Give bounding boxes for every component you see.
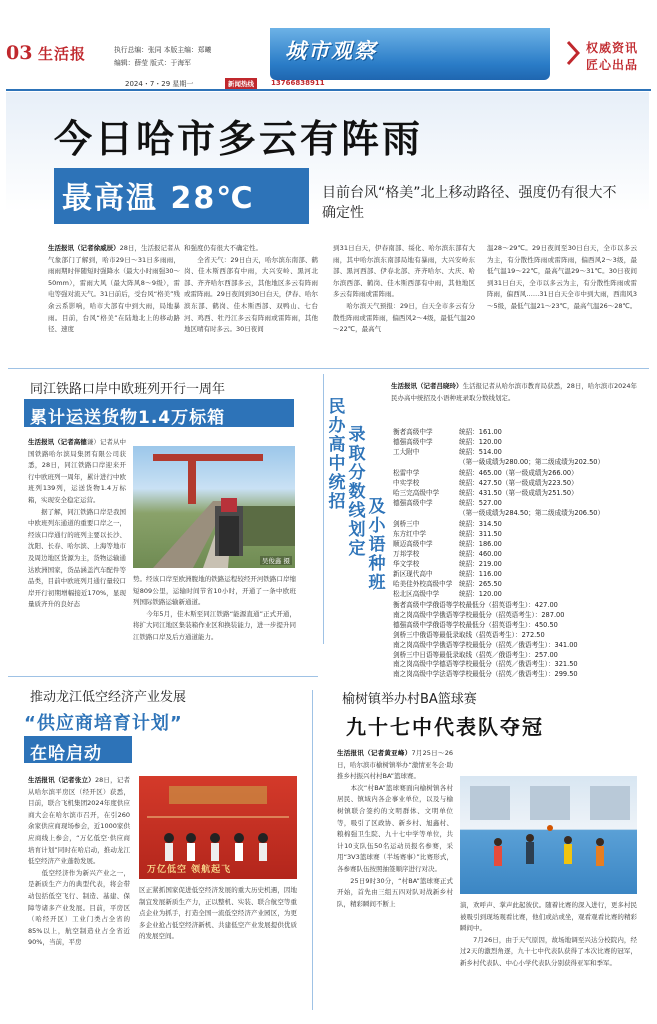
list-item: （第一級成绩为280.00；第二级成绩为202.50）: [459, 458, 605, 466]
list-item: 东方红中学 统招：311.50: [393, 530, 502, 538]
aviation-body-col-1: [28, 775, 130, 1007]
school-title-col-2: 录取分数线划定: [348, 425, 366, 559]
issue-date: 2024・7・29 星期一: [125, 80, 194, 88]
slogan-line-1: 权威资讯: [586, 41, 639, 55]
list-item: 南之岗高级中学俄语等学校最低分（招英／俄语考生）：341.00: [393, 641, 578, 649]
rail-body-col-1-text: 谦）记者从中国铁路哈尔滨局集团有限公司获悉，28日，同江铁路口岸迎来开行中欧班列一周年，累计进行中欧班列139列，运送货物1.4万标箱，实现安全稳定运营。 据了解，同江铁路口岸是我国中欧班列东通道的重要口岸之一，经该口岸通行的班列主要以长沙、沈阳、长春、哈尔滨、上海等地市及周边地区货源为主，货物运输通达欧洲国家，货品涵盖汽车配件等品类，目前中欧班列月通行量较口岸开行初期增幅接近170%，显现量质齐升的良好态: [28, 438, 126, 609]
list-item: 南之岗高级中学俄语等学校最低分（招英语考生）：287.00: [393, 611, 565, 619]
list-item: 松雷中学 统招：465.00（第一级成绩为266.00）: [393, 469, 578, 477]
lead-body-col-3: 到31日白天，伊春南部、绥化、哈尔滨东部有大雨，其中哈尔滨东南部局地有暴雨，大兴安岭东部、黑河西部、伊春北部、齐齐哈尔、大庆、哈尔滨西部、鹤岗、佳木斯西部有中雨，其他地区多云有阵雨或雷阵雨。 哈尔滨天气预报：29日，白天全市多云有分散性阵雨或雷阵雨，偏西风2～4级，最低气温20～22℃，最高气: [333, 244, 475, 334]
list-item: 万邦学校 统招：460.00: [393, 550, 502, 558]
aviation-body-col-2: 区正紧抓国家促进低空经济发展的重大历史机遇，因地制宜发展新质生产力，正以整机、实装、联合航空等重点企业为抓手，打造全国一流低空经济产业园区，为更多企业抢占低空经济新机、共建低空产业发展提供优质的发展空间。: [139, 886, 297, 941]
list-item: 松北区高级中学 统招：120.00: [393, 590, 502, 598]
paper-logo: 生活报: [38, 45, 87, 63]
section-divider-1: [8, 368, 649, 369]
list-item: 德强高级中学 统招：120.00: [393, 438, 502, 446]
aviation-photo: [139, 776, 297, 879]
temperature-banner: 最高温 28℃: [54, 168, 309, 224]
rail-byline: 生活报讯（记者高德: [28, 438, 87, 446]
slogan-line-2: 匠心出品: [586, 58, 639, 72]
school-byline: 生活报讯（记者吕晓玲）: [391, 382, 463, 390]
list-item: 中实学校 统招：427.50（第一级成绩为223.50）: [393, 479, 578, 487]
slogan-arrow-icon: [566, 38, 580, 68]
lead-body-col-1-text: 28日，生活报记者从气象部门了解到，哈市29日～31日多雨雨，雨雨期时伴随短时强降水（最大小时雨强30～50mm），雷雨大风（最大阵风8～9级），雷电等强对流天气。31日前后，受台风“格美”残余云系影响，哈市大部有中到大雨，局地暴雨。目前，台风“格美”在陆地北上的移动路径、速度: [48, 244, 180, 334]
aviation-body-col-1-text: 28日，记者从哈尔滨平房区（经开区）获悉，目前，联合飞机集团2024年度供应商大会在哈尔滨市召开，在引260余家供应商现场参会，近1000家供应商线上参会，“万亿低空·供应商培育计划”同时在哈启动，推动龙江低空经济产业蓬勃发展。 低空经济作为新兴产业之一，是新质生产力的典型代表，将会带动包括低空飞行、制造、基建、保障等诸多产业发展。目前，平房区（哈经开区）工业门类占全省的85%以上，航空制造业占全省近90%，当前，平房: [28, 776, 130, 947]
exec-editor-line: 执行总编：张同 本版主编：郑曦: [114, 46, 212, 54]
list-item: 华文学校 统招：219.00: [393, 560, 502, 568]
lead-byline: 生活报讯（记者徐威辰）: [48, 244, 120, 252]
aviation-byline: 生活报讯（记者张立）: [28, 776, 95, 784]
aviation-title-line-1: “供应商培育计划”: [24, 713, 183, 734]
column-divider-bottom: [312, 690, 313, 1010]
list-item: 衡者高级中学 统招：161.00: [393, 428, 502, 436]
list-item: 南之岗高级中学法语等学校最低分（招英／俄语考生）：299.50: [393, 670, 578, 678]
rail-body-col-2: 势。经该口岸至欧洲腹地的铁路运程较经开河铁路口岸缩短809公里，运输时间节省10小时，开通了一条中欧班列国际铁路运输新通道。 今年5月，佳木斯至同江铁路“能源直通”正式开通，将扩大同江地区集装箱作业区和换装能力，进一步提升同江铁路口岸及后方通道能力。: [133, 575, 296, 641]
school-intro: [391, 381, 637, 417]
column-divider: [323, 374, 324, 644]
aviation-kicker: 推动龙江低空经济产业发展: [30, 690, 187, 705]
basketball-body-col-1-text: 7月25日～26日，哈尔滨市榆树镇举办“激情亚冬会·助推乡村振兴村村BA”篮球赛。 本次“村BA”篮球赛面向榆树镇各村居民、镇域内各企事业单位，以及与榆树镇联合签约的文明群体、文明单位等，吸引了区政协、新乡村、旭鑫村、粮棉强卫生院、九十七中学等单位，共计10支队伍50名运动员报名参赛，采用“3V3篮球赛（半场赛事）”比赛形式，各参赛队伍按照抽签顺序进行对决。 25日9时30分，“村BA”篮球赛正式开始，首先由三组五四对队对战新乡村队，精彩瞬间不断上: [337, 749, 453, 908]
aviation-title-line-2: 在哈启动: [24, 736, 132, 763]
list-item: 哈三完高级中学 统招：431.50（第一级成绩为251.50）: [393, 489, 578, 497]
editor-line: 编辑：薛莹 版式：于海军: [114, 59, 191, 67]
masthead-divider: [6, 89, 651, 91]
school-title-col-1: 民办高中统招: [328, 398, 346, 512]
list-item: 德强高级中学俄语等学校最低分（招英语考生）：450.50: [393, 621, 558, 629]
lead-body-col-1: [48, 243, 180, 361]
hotline-number: 13766838911: [271, 79, 325, 87]
lead-body-col-4: 温28～29℃。29日夜间至30日白天，全市以多云为主，有分散性阵雨或雷阵雨，偏西风2～3级，最低气温19～22℃，最高气温29～31℃。30日夜间到31日白天，全市以多云为主，有分散性阵雨或雷阵雨，偏西风……31日白天全市中到大雨，西南风3～5级，最低气温21～23℃，最高气温26～28℃。: [487, 244, 637, 310]
basketball-kicker: 榆树镇举办村BA篮球赛: [342, 692, 477, 707]
basketball-body-col-2: 演，欢呼声、掌声此起彼伏。随着比赛的深入进行，更多村民被吸引到现场观看比赛，他们或站或坐，观看观看比赛的精彩瞬间中。 7月26日，由于天气原因，故场地调至兴达分校院内，经过2天的激烈角逐，九十七中代表队获得了本次比赛的冠军，新乡村代表队、中心小学代表队分别获得亚军和季军。: [460, 901, 637, 967]
lead-headline: 今日哈市多云有阵雨: [54, 116, 424, 161]
basketball-byline: 生活报讯（记者黄亚峰）: [337, 749, 412, 757]
section-title: 城市观察: [285, 39, 377, 63]
list-item: 新区现代高中 统招：116.00: [393, 570, 502, 578]
list-item: 剑桥三中俄语等最低录取线（招英语考生）：272.50: [393, 631, 545, 639]
school-vertical-title: [327, 398, 387, 670]
aviation-photo-banner: 万亿低空 领航起飞: [147, 865, 232, 875]
rail-photo-credit: 吴俊鑫 摄: [261, 557, 290, 565]
basketball-title: 九十七中代表队夺冠: [346, 715, 544, 739]
list-item: 工大附中 统招：514.00: [393, 448, 502, 456]
list-item: 衡者高级中学俄语等学校最低分（招英语考生）：427.00: [393, 601, 558, 609]
list-item: 顺迈高级中学 统招：186.00: [393, 540, 502, 548]
school-score-list: [388, 422, 644, 678]
rail-body-col-1: [28, 437, 126, 663]
lead-subhead: 目前台风“格美”北上移动路径、强度仍有很大不确定性: [322, 185, 617, 221]
basketball-photo: [460, 776, 637, 894]
basketball-body-col-1: [337, 748, 453, 1010]
list-item: 哈美佳外校高级中学 统招：265.50: [393, 580, 502, 588]
list-item: （第一级成绩为284.50；第二级成绩为206.50）: [459, 509, 605, 517]
rail-photo: [133, 446, 295, 568]
page-number: 03: [6, 42, 33, 64]
rail-kicker: 同江铁路口岸中欧班列开行一周年: [30, 382, 226, 397]
list-item: 剑桥三中 统招：314.50: [393, 520, 502, 528]
school-title-col-3: 及小语种班: [368, 497, 386, 593]
list-item: 南之岗高级中学德语等学校最低分（招英／俄语考生）：321.50: [393, 660, 578, 668]
section-divider-2: [8, 676, 318, 677]
rail-title: 累计运送货物1.4万标箱: [24, 399, 294, 427]
list-item: 剑桥三中日语等最低录取线（招英／俄语考生）：257.00: [393, 651, 558, 659]
school-intro-text: 生活报记者从哈尔滨市教育局获悉，28日，哈尔滨市2024年民办高中统招及小语种班录取分数线划定。: [391, 382, 637, 402]
list-item: 德强高级中学 统招：527.00: [393, 499, 502, 507]
hotline-label: 新闻热线: [225, 78, 257, 89]
lead-body-col-2: 和强度仍有很大不确定性。 全省天气：29日白天，哈尔滨东南部、鹤岗、佳木斯西部有中雨，大兴安岭、黑河北部、齐齐哈尔西部多云，其他地区多云有阵雨或雷阵雨。29日夜间到30日白天，伊春、哈尔滨东部、鹤岗、佳木斯西部、双鸭山、七台河、鸡西、牡丹江多云有阵雨或雷阵雨，其他地区晴有时多云。30日夜间: [184, 244, 318, 334]
